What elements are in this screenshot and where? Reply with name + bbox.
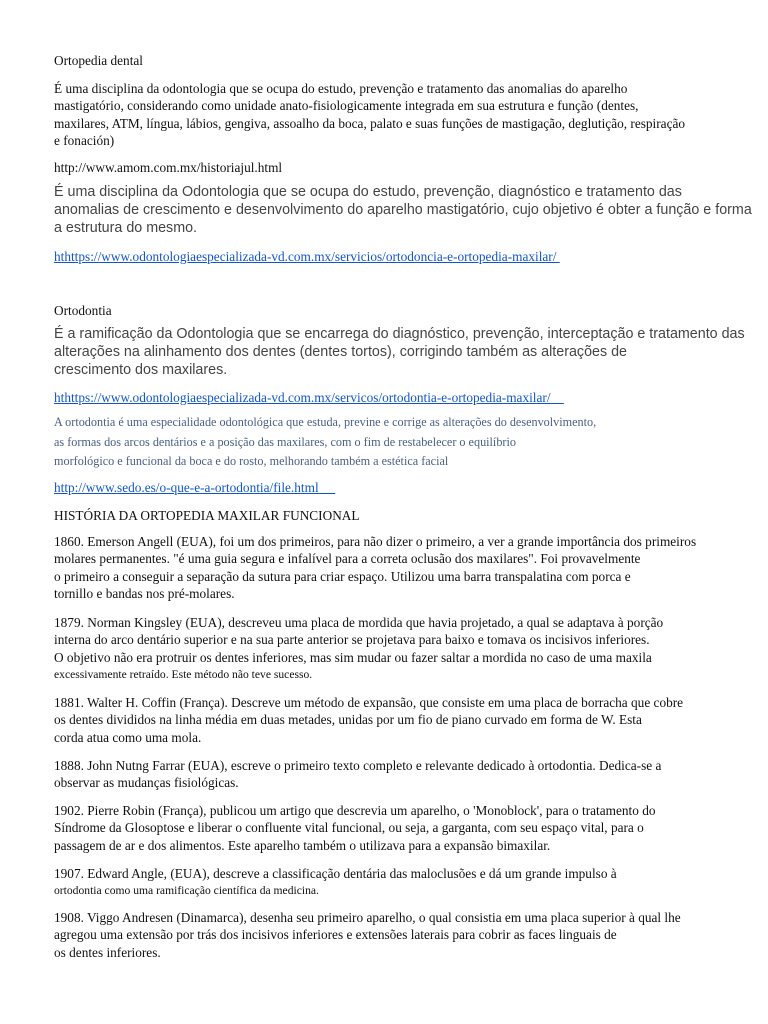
history-entry-1907 [54, 865, 617, 900]
text-line: 1908. Viggo Andresen (Dinamarca), desenha seu primeiro aparelho, o qual consistia em uma placa superior à qual lhe [54, 910, 681, 925]
text-line: passagem de ar e dos alimentos. Este aparelho também o utilizava para a expansão bimaxilar. [54, 837, 551, 853]
text-line: e fonación) [54, 133, 115, 149]
text-line: mastigatório, considerando como unidade anato-fisiologicamente integrada em sua estrutura e função (dentes, [54, 98, 639, 114]
ortodontia-sans-definition [54, 326, 745, 379]
text-line: É uma disciplina da Odontologia que se ocupa do estudo, prevenção, diagnóstico e tratamento das [54, 184, 682, 200]
sedo-source-link[interactable]: http://www.sedo.es/o-que-e-a-ortodontia/file.html [54, 480, 336, 495]
text-line: crescimento dos maxilares. [54, 361, 228, 378]
text-line: os dentes divididos na linha média em duas metades, unidas por um fio de piano curvado em forma de W. Esta [54, 712, 642, 728]
text-line: os dentes inferiores. [54, 944, 161, 960]
text-line: molares permanentes. "é uma guia segura e infalível para a correta oclusão dos maxilares". Foi provavelmente [54, 551, 641, 567]
ortodontia-source-link[interactable]: hthttps://www.odontologiaespecializada-vd.com.mx/servicos/ortodontia-e-ortopedia-maxilar/ [54, 390, 564, 405]
text-line: as formas dos arcos dentários e a posição das maxilares, com o fim de restabelecer o equilíbrio [54, 434, 516, 449]
text-line: observar as mudanças fisiológicas. [54, 775, 239, 791]
text-line: Síndrome da Glosoptose e liberar o confluente vital funcional, ou seja, a garganta, com seu espaço vital, para o [54, 820, 644, 836]
history-entry-1902 [54, 802, 656, 854]
history-entry-1908 [54, 909, 681, 961]
source-url-text: http://www.amom.com.mx/historiajul.html [54, 160, 283, 175]
text-line: É a ramificação da Odontologia que se encarrega do diagnóstico, prevenção, interceptação e tratamento das [54, 326, 745, 342]
text-line: corda atua como uma mola. [54, 729, 202, 745]
ortopedia-sans-definition [54, 184, 752, 237]
text-line: morfológico e funcional da boca e do rosto, melhorando também a estética facial [54, 454, 449, 468]
history-entry-1879 [54, 614, 663, 684]
ortodontia-blue-definition [54, 413, 596, 472]
text-line: É uma disciplina da odontologia que se ocupa do estudo, prevenção e tratamento das anomalias do aparelho [54, 81, 628, 96]
text-line: 1902. Pierre Robin (França), publicou um artigo que descrevia um aparelho, o 'Monoblock', para o tratamento do [54, 803, 656, 818]
text-line: alterações na alinhamento dos dentes (dentes tortos), corrigindo também as alterações de [54, 343, 627, 360]
text-line: anomalias de crescimento e desenvolvimento do aparelho mastigatório, cujo objetivo é obter a função e forma [54, 201, 752, 218]
history-entry-1860 [54, 533, 696, 603]
text-line: O objetivo não era protruir os dentes inferiores, mas sim mudar ou fazer saltar a mordida no caso de uma maxila [54, 649, 652, 665]
text-line: tornillo e bandas nos pré-molares. [54, 586, 235, 602]
history-heading: HISTÓRIA DA ORTOPEDIA MAXILAR FUNCIONAL [54, 508, 360, 523]
history-entry-1881 [54, 694, 683, 746]
text-line: o primeiro a conseguir a separação da sutura para criar espaço. Utilizou uma barra transpalatina com porca e [54, 568, 631, 584]
text-line: 1881. Walter H. Coffin (França). Descreve um método de expansão, que consiste em uma placa de borracha que cobre [54, 695, 684, 710]
text-line: maxilares, ATM, língua, lábios, gengiva, assoalho da boca, palato e suas funções de mastigação, deglutição, respiração [54, 115, 686, 131]
text-line: excessivamente retraído. Este método não teve sucesso. [54, 668, 313, 682]
text-line: A ortodontia é uma especialidade odontológica que estuda, previne e corrige as alterações do desenvolvimento, [54, 415, 597, 429]
text-line: 1907. Edward Angle, (EUA), descreve a classificação dentária das maloclusões e dá um grande impulso à [54, 866, 617, 881]
text-line: a estrutura do mesmo. [54, 219, 198, 236]
text-line: 1879. Norman Kingsley (EUA), descreveu uma placa de mordida que havia projetado, a qual se adaptava à porção [54, 615, 664, 630]
text-line: interna do arco dentário superior e na sua parte anterior se projetava para baixo e tomava os incisivos inferiores. [54, 632, 650, 648]
ortodontia-heading: Ortodontia [54, 303, 112, 318]
ortopedia-definition [54, 80, 685, 150]
ortopedia-source-link[interactable]: hthttps://www.odontologiaespecializada-vd.com.mx/servicios/ortodoncia-e-ortopedia-maxilar/ [54, 249, 560, 264]
ortopedia-heading: Ortopedia dental [54, 53, 143, 68]
text-line: agregou uma extensão por trás dos incisivos inferiores e extensões laterais para cobrir as faces linguais de [54, 927, 617, 943]
text-line: ortodontia como uma ramificação científica da medicina. [54, 884, 319, 898]
text-line: 1860. Emerson Angell (EUA), foi um dos primeiros, para não dizer o primeiro, a ver a grande importância dos primeiros [54, 534, 697, 549]
history-entry-1888 [54, 757, 661, 792]
text-line: 1888. John Nutng Farrar (EUA), escreve o primeiro texto completo e relevante dedicado à ortodontia. Dedica-se a [54, 758, 662, 773]
